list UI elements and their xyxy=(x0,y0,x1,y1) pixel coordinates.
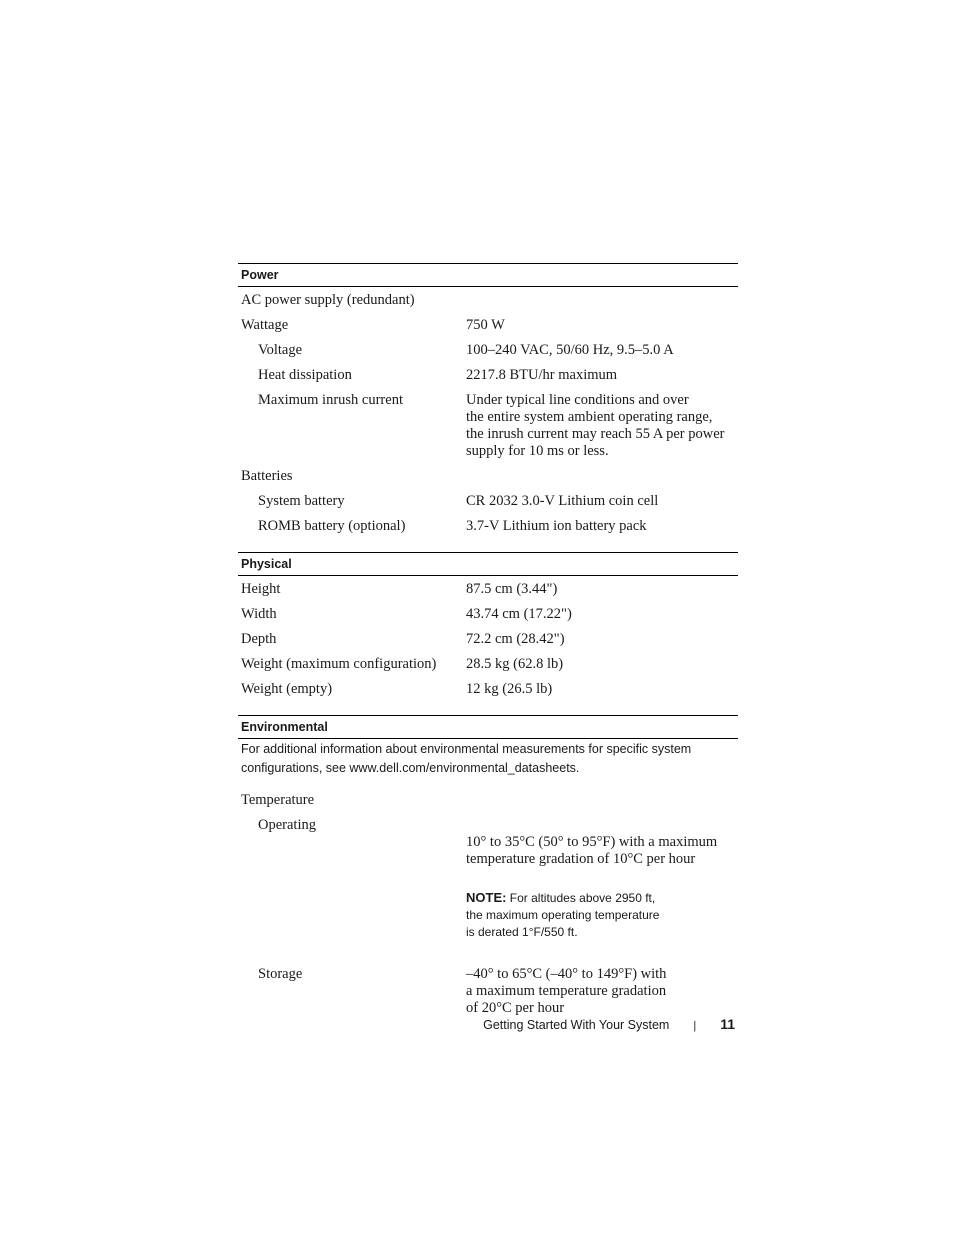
row-label: Heat dissipation xyxy=(258,367,352,383)
table-row xyxy=(238,676,738,701)
row-label: Depth xyxy=(241,631,277,647)
intro-end: . xyxy=(575,761,580,775)
row-label: Voltage xyxy=(258,342,303,358)
table-row xyxy=(238,812,738,961)
section-header-physical: Physical xyxy=(238,552,738,576)
table-row xyxy=(238,463,738,488)
row-label: Wattage xyxy=(241,317,289,333)
footer-separator: | xyxy=(693,1020,697,1032)
table-row xyxy=(238,961,738,1020)
row-value: 10° to 35°C (50° to 95°F) with a maximum temperature gradation of 10°C per hour xyxy=(466,834,718,867)
table-row xyxy=(238,513,738,538)
row-label: Weight (empty) xyxy=(241,681,333,697)
table-row xyxy=(238,337,738,362)
row-value xyxy=(466,792,738,809)
row-value: 12 kg (26.5 lb) xyxy=(466,681,553,697)
intro-text: For additional information about environmental measurements for specific system configurations, see xyxy=(241,742,692,775)
row-label: Batteries xyxy=(241,468,293,484)
row-label: System battery xyxy=(258,493,345,509)
row-value: 3.7-V Lithium ion battery pack xyxy=(466,518,647,534)
datasheets-link[interactable]: www.dell.com/environmental_datasheets xyxy=(349,761,576,775)
section-header-power: Power xyxy=(238,263,738,287)
row-value: 2217.8 BTU/hr maximum xyxy=(466,367,618,383)
table-row xyxy=(238,287,738,312)
row-value xyxy=(466,292,738,309)
row-value: 43.74 cm (17.22") xyxy=(466,606,572,622)
row-value: 87.5 cm (3.44") xyxy=(466,581,558,597)
table-row xyxy=(238,601,738,626)
row-value: Under typical line conditions and over the entire system ambient operating range, the inrush current may reach 55 A per power supply for 10 ms or less. xyxy=(466,392,725,459)
row-value: CR 2032 3.0-V Lithium coin cell xyxy=(466,493,659,509)
footer-title: Getting Started With Your System xyxy=(483,1018,670,1032)
row-label: Storage xyxy=(258,966,303,982)
table-row xyxy=(238,488,738,513)
row-label: Maximum inrush current xyxy=(258,392,403,408)
note-label: NOTE: xyxy=(466,890,507,905)
table-row xyxy=(238,576,738,601)
row-label: ROMB battery (optional) xyxy=(258,518,406,534)
row-label: AC power supply (redundant) xyxy=(241,292,415,308)
table-row xyxy=(238,362,738,387)
table-row xyxy=(238,387,738,463)
row-label: Width xyxy=(241,606,277,622)
section-header-environmental: Environmental xyxy=(238,715,738,739)
row-value: 28.5 kg (62.8 lb) xyxy=(466,656,564,672)
row-label: Weight (maximum configuration) xyxy=(241,656,437,672)
row-label: Height xyxy=(241,581,281,597)
environmental-intro xyxy=(238,739,738,787)
row-value xyxy=(466,468,738,485)
row-value: 100–240 VAC, 50/60 Hz, 9.5–5.0 A xyxy=(466,342,674,358)
row-value: 750 W xyxy=(466,317,505,333)
row-label: Operating xyxy=(258,817,316,833)
row-label: Temperature xyxy=(241,792,315,808)
page-number: 11 xyxy=(720,1016,735,1032)
table-row xyxy=(238,787,738,812)
table-row xyxy=(238,312,738,337)
spec-table xyxy=(238,263,738,1020)
row-value: –40° to 65°C (–40° to 149°F) with a maximum temperature gradation of 20°C per hour xyxy=(466,966,667,1016)
note-block xyxy=(466,889,738,941)
table-row xyxy=(238,626,738,651)
page-footer xyxy=(238,1014,735,1036)
row-value: 72.2 cm (28.42") xyxy=(466,631,565,647)
table-row xyxy=(238,651,738,676)
row-value-with-note xyxy=(466,817,738,958)
note-text: For altitudes above 2950 ft, the maximum operating temperature is derated 1°F/550 ft. xyxy=(466,891,660,939)
